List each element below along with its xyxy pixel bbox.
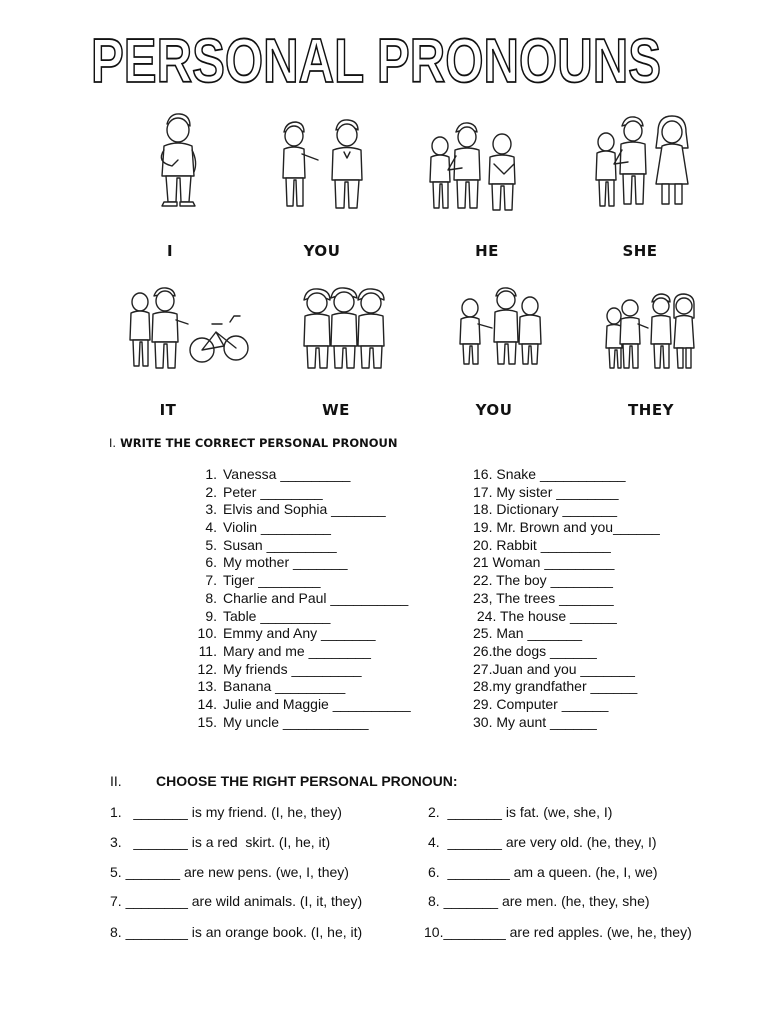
list-item: 13. Banana _________ (197, 678, 346, 695)
list-item: 19. Mr. Brown and you______ (473, 519, 660, 536)
person-pointing-self-icon (150, 110, 205, 210)
list-item: 21 Woman _________ (473, 554, 615, 571)
worksheet-title (0, 30, 768, 100)
section-2-heading (110, 773, 458, 789)
group-of-friends-icon (302, 286, 386, 374)
list-item: 6. My mother _______ (205, 554, 348, 571)
list-item: 29. Computer ______ (473, 695, 609, 712)
list-item: 30. My aunt ______ (473, 713, 597, 730)
section-1-heading (109, 436, 397, 450)
list-item: 9. Table _________ (205, 607, 331, 624)
label-you-plural: YOU (475, 401, 513, 419)
list-item: 27.Juan and you _______ (473, 660, 635, 677)
exercise-2-item: 5. _______ are new pens. (we, I, they) (110, 864, 349, 880)
list-item: 3. Elvis and Sophia _______ (205, 501, 386, 518)
two-people-talking-icon (278, 116, 370, 216)
boys-pointing-at-group-icon (604, 292, 694, 372)
section-2-number: II. (110, 773, 122, 789)
list-item: 12. My friends _________ (197, 660, 362, 677)
list-item: 14. Julie and Maggie __________ (197, 695, 411, 712)
list-item: 4. Violin _________ (205, 519, 331, 536)
list-item: 26.the dogs ______ (473, 642, 597, 659)
list-item: 1. Vanessa _________ (205, 466, 351, 482)
title-text: PERSONAL PRONOUNS (91, 30, 661, 96)
list-item: 16. Snake ___________ (473, 466, 626, 482)
list-item: 7. Tiger ________ (205, 572, 321, 589)
list-item: 23, The trees _______ (473, 589, 614, 606)
section-2-title: CHOOSE THE RIGHT PERSONAL PRONOUN: (156, 773, 458, 789)
list-item: 2. Peter ________ (205, 483, 323, 500)
exercise-2-item: 4. _______ are very old. (he, they, I) (428, 834, 657, 850)
boy-pointing-at-two-icon (458, 286, 542, 368)
list-item: 25. Man _______ (473, 625, 582, 642)
exercise-1-left-list (193, 466, 411, 731)
group-pointing-at-girl-icon (592, 112, 696, 212)
list-item: 18. Dictionary _______ (473, 501, 617, 518)
label-she: SHE (622, 242, 658, 260)
exercise-2-item: 8. _______ are men. (he, they, she) (428, 893, 650, 909)
group-pointing-at-boy-icon (426, 120, 526, 216)
section-1-number: I. (109, 436, 117, 450)
list-item: 28.my grandfather ______ (473, 678, 638, 695)
list-item: 24. The house ______ (473, 607, 617, 624)
boys-pointing-at-bicycle-icon (126, 286, 254, 372)
list-item: 10. Emmy and Any _______ (197, 625, 376, 642)
exercise-2-item: 3. _______ is a red skirt. (I, he, it) (110, 834, 331, 850)
exercise-2-item: 2. _______ is fat. (we, she, I) (428, 804, 613, 820)
list-item: 8. Charlie and Paul __________ (205, 589, 409, 606)
exercise-2-item: 10.________ are red apples. (we, he, they) (424, 924, 692, 940)
list-item: 22. The boy ________ (473, 572, 613, 589)
section-1-title: WRITE THE CORRECT PERSONAL PRONOUN (120, 436, 398, 450)
label-i: I (166, 242, 174, 260)
label-we: WE (322, 401, 350, 419)
exercise-2-item: 7. ________ are wild animals. (I, it, they) (110, 893, 363, 909)
exercise-2-item: 1. _______ is my friend. (I, he, they) (110, 804, 342, 820)
list-item: 5. Susan _________ (205, 536, 337, 553)
exercise-2-item: 6. ________ am a queen. (he, I, we) (428, 864, 658, 880)
list-item: 15. My uncle ___________ (197, 713, 369, 730)
label-he: HE (475, 242, 499, 260)
label-you: YOU (303, 242, 341, 260)
exercise-1-right-list (473, 466, 660, 731)
list-item: 20. Rabbit _________ (473, 536, 611, 553)
list-item: 11. Mary and me ________ (198, 642, 371, 659)
label-they: THEY (628, 401, 674, 419)
exercise-2-item: 8. ________ is an orange book. (I, he, it) (110, 924, 363, 940)
label-it: IT (159, 401, 177, 419)
list-item: 17. My sister ________ (473, 483, 619, 500)
